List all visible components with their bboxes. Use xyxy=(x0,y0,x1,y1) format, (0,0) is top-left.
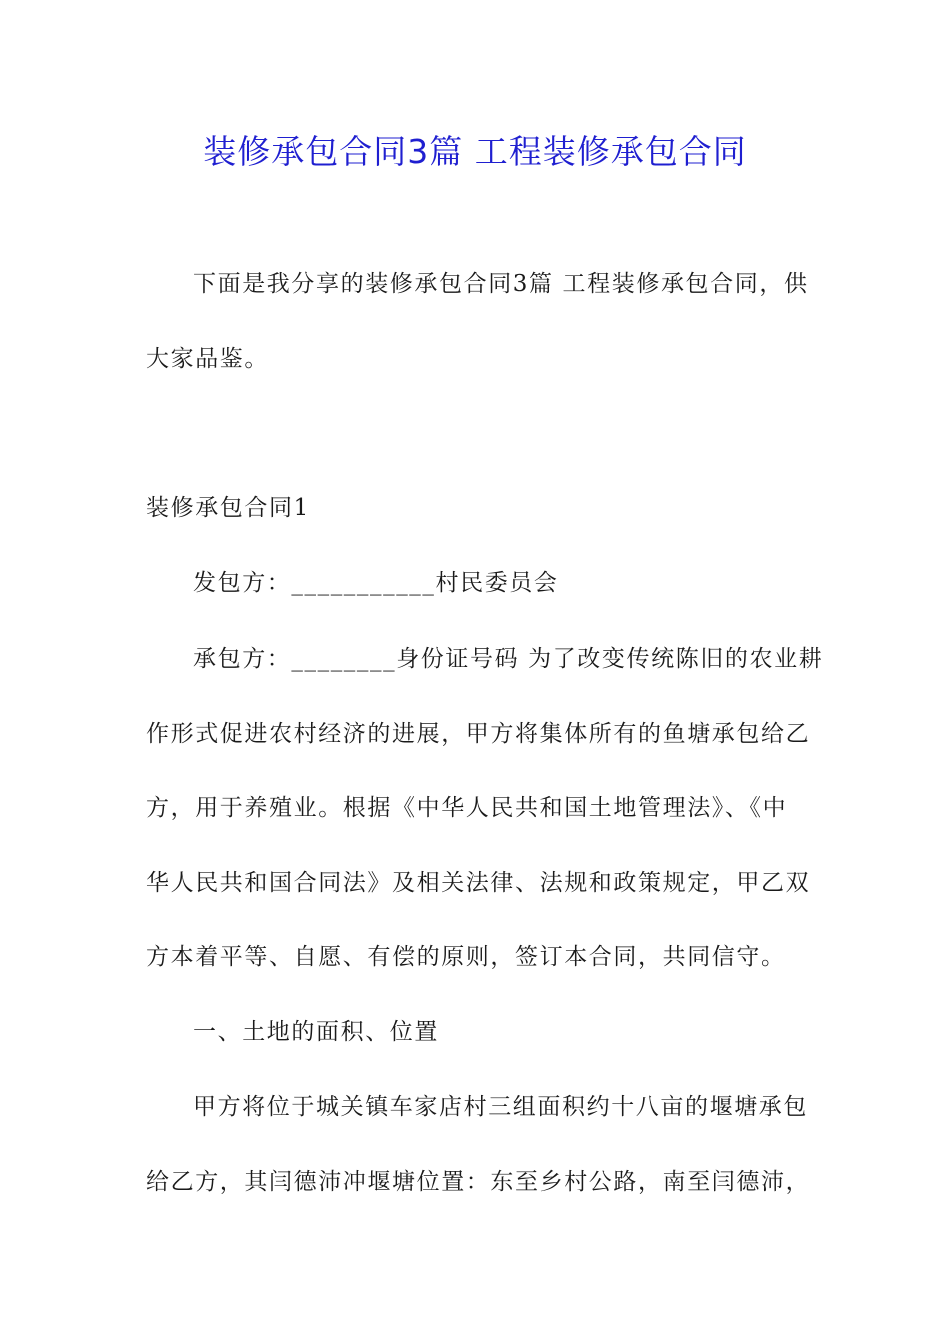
section-heading: 装修承包合同1 xyxy=(146,495,310,521)
clause-heading: 一、土地的面积、位置 xyxy=(193,1019,439,1045)
contract-line-4: 华人民共和国合同法》及相关法律、法规和政策规定，甲乙双 xyxy=(146,870,811,896)
clause-line-2: 给乙方，其闫德沛冲堰塘位置：东至乡村公路，南至闫德沛， xyxy=(146,1169,811,1195)
issuer-line: 发包方：___________村民委员会 xyxy=(193,570,559,596)
contract-line-3: 方，用于养殖业。根据《中华人民共和国土地管理法》、《中 xyxy=(146,795,788,821)
intro-line-1: 下面是我分享的装修承包合同3篇 工程装修承包合同，供 xyxy=(193,271,809,297)
contract-line-2: 作形式促进农村经济的进展，甲方将集体所有的鱼塘承包给乙 xyxy=(146,721,811,747)
clause-line-1: 甲方将位于城关镇车家店村三组面积约十八亩的堰塘承包 xyxy=(193,1094,808,1120)
contract-line-5: 方本着平等、自愿、有偿的原则，签订本合同，共同信守。 xyxy=(146,944,786,970)
contract-line-1: 承包方：________身份证号码 为了改变传统陈旧的农业耕 xyxy=(193,646,824,672)
page-title: 装修承包合同3篇 工程装修承包合同 xyxy=(203,132,747,171)
intro-line-2: 大家品鉴。 xyxy=(146,346,269,372)
